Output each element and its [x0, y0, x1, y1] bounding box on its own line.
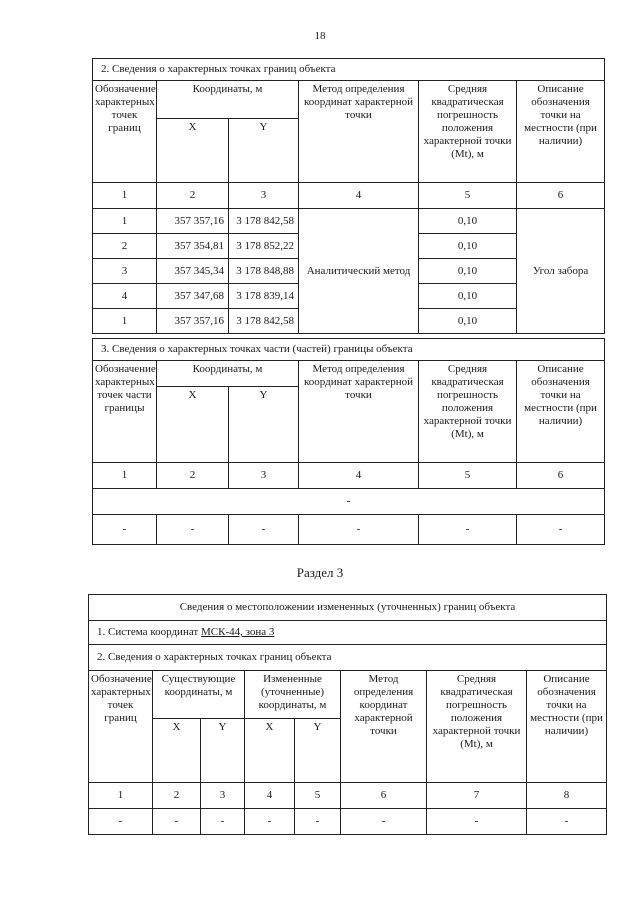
header-y: Y — [229, 387, 299, 463]
header-desc: Описание обозначения точки на местности (при наличии) — [517, 361, 605, 463]
header-y: Y — [201, 719, 245, 783]
table-title: 3. Сведения о характерных точках части (частей) границы объекта — [93, 339, 605, 361]
col-num: 5 — [419, 183, 517, 209]
table-title: Сведения о местоположении измененных (уточненных) границ объекта — [89, 595, 607, 621]
col-num: 5 — [419, 463, 517, 489]
empty-dash: - — [89, 809, 153, 835]
empty-dash: - — [93, 489, 605, 515]
header-desc: Описание обозначения точки на местности (при наличии) — [527, 671, 607, 783]
empty-dash: - — [201, 809, 245, 835]
column-numbers-row — [93, 183, 605, 209]
col-num: 1 — [89, 783, 153, 809]
coord-y: 3 178 848,88 — [229, 259, 299, 284]
page-number: 18 — [314, 30, 326, 42]
changed-boundaries-table — [88, 594, 607, 835]
coord-y: 3 178 842,58 — [229, 309, 299, 334]
boundary-points-table — [92, 58, 605, 334]
header-y: Y — [295, 719, 341, 783]
col-num: 4 — [299, 463, 419, 489]
section-title: Раздел 3 — [296, 565, 344, 580]
point-id: 4 — [93, 284, 157, 309]
point-id: 1 — [93, 209, 157, 234]
col-num: 2 — [157, 463, 229, 489]
empty-dash: - — [527, 809, 607, 835]
table-row — [93, 489, 605, 515]
header-coords: Координаты, м — [157, 361, 299, 387]
col-num: 6 — [517, 183, 605, 209]
desc-value: Угол забора — [517, 209, 605, 334]
method-value: Аналитический метод — [299, 209, 419, 334]
coord-y: 3 178 852,22 — [229, 234, 299, 259]
mt-value: 0,10 — [419, 209, 517, 234]
col-num: 1 — [93, 463, 157, 489]
empty-dash: - — [427, 809, 527, 835]
sub-title: 2. Сведения о характерных точках границ объекта — [89, 645, 607, 671]
empty-dash: - — [341, 809, 427, 835]
col-num: 6 — [341, 783, 427, 809]
empty-dash: - — [295, 809, 341, 835]
header-x: X — [157, 119, 229, 183]
header-x: X — [153, 719, 201, 783]
header-changed-coords: Измененные (уточненные) координаты, м — [245, 671, 341, 719]
table-row — [89, 809, 607, 835]
header-x: X — [245, 719, 295, 783]
header-method: Метод определения координат характерной точки — [341, 671, 427, 783]
header-desc: Описание обозначения точки на местности (при наличии) — [517, 81, 605, 183]
empty-dash: - — [93, 515, 157, 545]
mt-value: 0,10 — [419, 309, 517, 334]
col-num: 3 — [229, 463, 299, 489]
boundary-part-points-table — [92, 338, 605, 545]
column-numbers-row — [93, 463, 605, 489]
coord-y: 3 178 842,58 — [229, 209, 299, 234]
header-point: Обозначение характерных точек части границы — [93, 361, 157, 463]
header-y: Y — [229, 119, 299, 183]
col-num: 6 — [517, 463, 605, 489]
col-num: 5 — [295, 783, 341, 809]
coordinate-system-value: МСК-44, зона 3 — [200, 626, 275, 638]
col-num: 4 — [299, 183, 419, 209]
header-mt: Средняя квадратическая погрешность положения характерной точки (Mt), м — [419, 361, 517, 463]
header-method: Метод определения координат характерной точки — [299, 81, 419, 183]
header-x: X — [157, 387, 229, 463]
col-num: 3 — [201, 783, 245, 809]
point-id: 1 — [93, 309, 157, 334]
header-method: Метод определения координат характерной точки — [299, 361, 419, 463]
point-id: 3 — [93, 259, 157, 284]
mt-value: 0,10 — [419, 234, 517, 259]
col-num: 7 — [427, 783, 527, 809]
empty-dash: - — [299, 515, 419, 545]
header-point: Обозначение характерных точек границ — [93, 81, 157, 183]
empty-dash: - — [517, 515, 605, 545]
mt-value: 0,10 — [419, 284, 517, 309]
coord-y: 3 178 839,14 — [229, 284, 299, 309]
table-title: 2. Сведения о характерных точках границ объекта — [93, 59, 605, 81]
coordinate-system — [89, 621, 607, 645]
empty-dash: - — [419, 515, 517, 545]
empty-dash: - — [245, 809, 295, 835]
coord-x: 357 347,68 — [157, 284, 229, 309]
point-id: 2 — [93, 234, 157, 259]
table-row — [93, 209, 605, 234]
col-num: 8 — [527, 783, 607, 809]
header-coords: Координаты, м — [157, 81, 299, 119]
coord-x: 357 357,16 — [157, 309, 229, 334]
header-existing-coords: Существующие координаты, м — [153, 671, 245, 719]
header-point: Обозначение характерных точек границ — [89, 671, 153, 783]
coordinate-system-label: 1. Система координат — [97, 626, 201, 638]
coord-x: 357 354,81 — [157, 234, 229, 259]
mt-value: 0,10 — [419, 259, 517, 284]
col-num: 2 — [157, 183, 229, 209]
coord-x: 357 345,34 — [157, 259, 229, 284]
header-mt: Средняя квадратическая погрешность положения характерной точки (Mt), м — [427, 671, 527, 783]
table-row — [93, 515, 605, 545]
coord-x: 357 357,16 — [157, 209, 229, 234]
column-numbers-row — [89, 783, 607, 809]
empty-dash: - — [153, 809, 201, 835]
col-num: 4 — [245, 783, 295, 809]
col-num: 3 — [229, 183, 299, 209]
empty-dash: - — [157, 515, 229, 545]
header-mt: Средняя квадратическая погрешность положения характерной точки (Mt), м — [419, 81, 517, 183]
empty-dash: - — [229, 515, 299, 545]
col-num: 2 — [153, 783, 201, 809]
col-num: 1 — [93, 183, 157, 209]
